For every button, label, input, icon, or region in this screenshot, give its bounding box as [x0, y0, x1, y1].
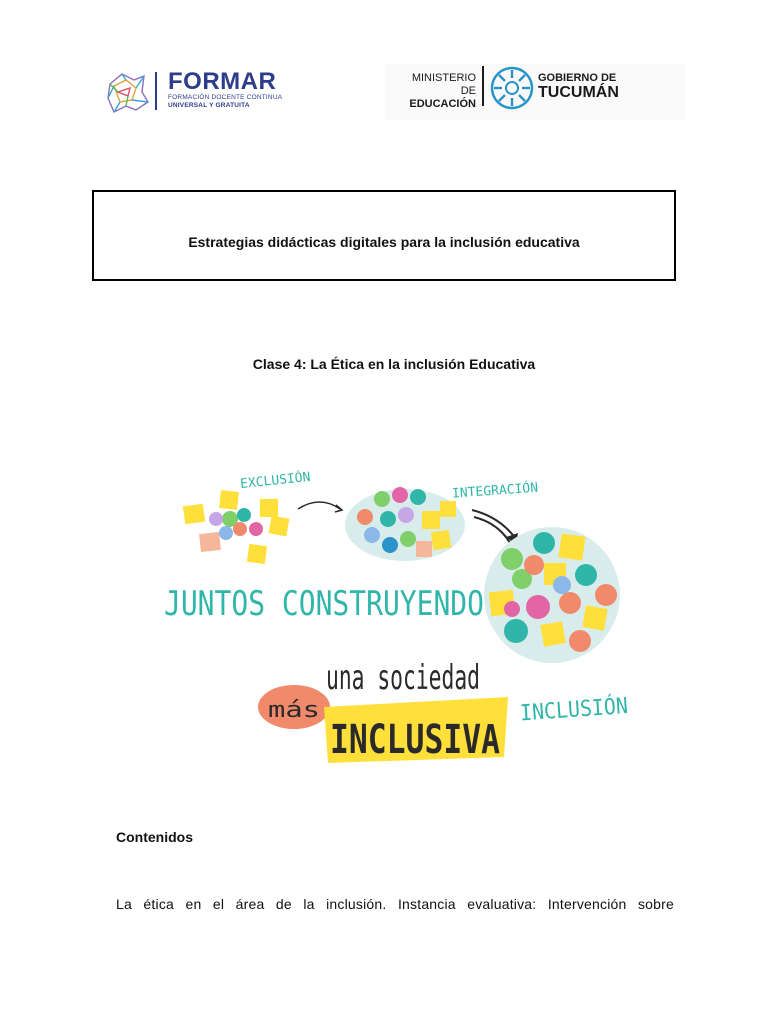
ministry-line-1: MINISTERIO DE: [411, 72, 476, 97]
course-title-box: [92, 190, 676, 281]
headline-line-3: INCLUSIVA: [330, 717, 500, 763]
label-exclusion: EXCLUSIÓN: [239, 469, 312, 493]
body-paragraph: La ética en el área de la inclusión. Instancia evaluativa: Intervención sobre: [116, 896, 674, 912]
class-title: Clase 4: La Ética en la inclusión Educativa: [252, 356, 536, 372]
tucuman-sun-icon: [490, 66, 534, 110]
formar-wordmark: [168, 70, 282, 109]
badge-text: más: [268, 698, 320, 723]
arrow-1-icon: [298, 502, 340, 509]
course-title: Estrategias didácticas digitales para la inclusión educativa: [188, 234, 580, 250]
inclusion-illustration-svg: [160, 455, 630, 775]
government-line-1: GOBIERNO DE: [538, 72, 617, 84]
tucuman-sun-logo: [490, 66, 534, 110]
formar-name: FORMAR: [168, 68, 277, 95]
exclusion-faces: [183, 490, 290, 564]
inclusion-illustration: [160, 455, 630, 775]
arrow-2-icon: [472, 510, 516, 539]
government-label: [538, 72, 619, 101]
ministry-divider: [482, 66, 484, 106]
formar-divider: [155, 72, 157, 110]
government-line-2: TUCUMÁN: [538, 84, 619, 101]
formar-subtitle-2: UNIVERSAL Y GRATUITA: [168, 101, 250, 109]
label-integracion: INTEGRACIÓN: [451, 480, 539, 502]
ministry-line-2: EDUCACIÓN: [409, 98, 476, 110]
headline-line-1: JUNTOS CONSTRUYENDO: [164, 584, 484, 624]
label-inclusion: INCLUSIÓN: [519, 693, 630, 727]
headline-line-2: una sociedad: [326, 658, 480, 698]
ministry-label: [400, 72, 476, 111]
section-heading: Contenidos: [116, 829, 193, 845]
formar-emblem-icon: [100, 66, 152, 118]
formar-subtitle-1: FORMACIÓN DOCENTE CONTINUA: [168, 94, 283, 101]
